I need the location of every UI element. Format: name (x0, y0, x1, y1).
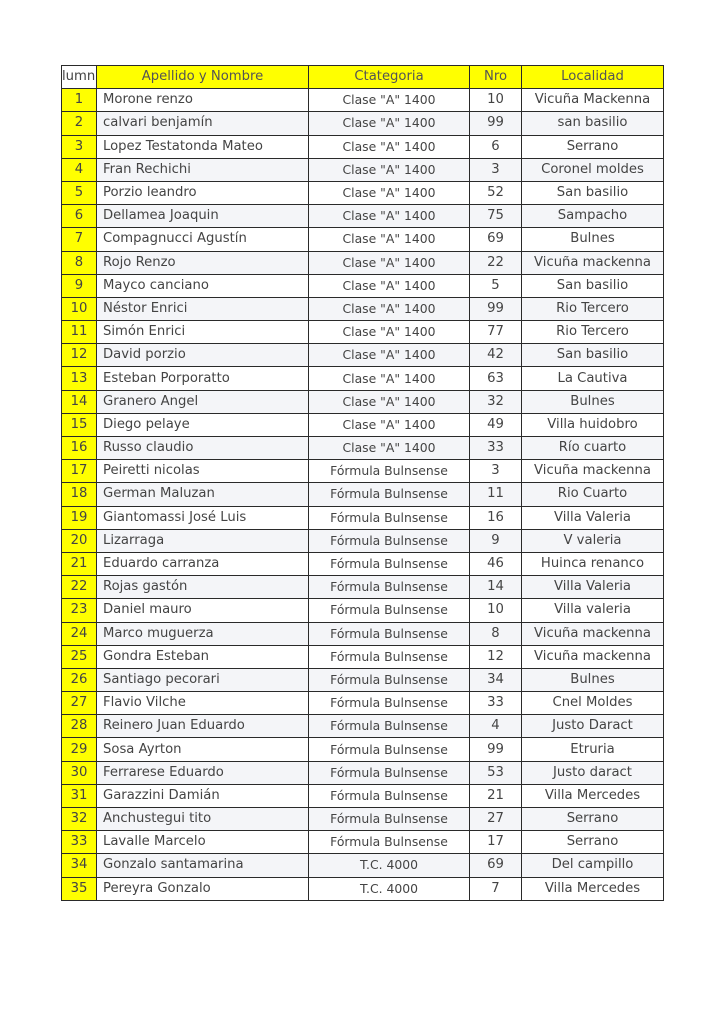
category: Fórmula Bulnsense (309, 483, 470, 506)
driver-name: Esteban Porporatto (97, 367, 309, 390)
driver-name: Peiretti nicolas (97, 460, 309, 483)
locality: Villa huidobro (522, 413, 664, 436)
driver-name: German Maluzan (97, 483, 309, 506)
table-row (62, 321, 664, 344)
locality: San basilio (522, 274, 664, 297)
car-number: 8 (470, 622, 522, 645)
car-number: 69 (470, 854, 522, 877)
category: Fórmula Bulnsense (309, 668, 470, 691)
driver-name: Russo claudio (97, 437, 309, 460)
driver-name: Santiago pecorari (97, 668, 309, 691)
category: Fórmula Bulnsense (309, 808, 470, 831)
category: Fórmula Bulnsense (309, 784, 470, 807)
row-number: 21 (62, 552, 97, 575)
row-number: 27 (62, 692, 97, 715)
locality: Sampacho (522, 205, 664, 228)
row-number: 16 (62, 437, 97, 460)
row-number: 15 (62, 413, 97, 436)
locality: san basilio (522, 112, 664, 135)
locality: Serrano (522, 808, 664, 831)
row-number: 18 (62, 483, 97, 506)
driver-name: Flavio Vilche (97, 692, 309, 715)
category: Clase "A" 1400 (309, 135, 470, 158)
car-number: 5 (470, 274, 522, 297)
car-number: 99 (470, 738, 522, 761)
row-number: 35 (62, 877, 97, 900)
row-number: 2 (62, 112, 97, 135)
car-number: 27 (470, 808, 522, 831)
car-number: 21 (470, 784, 522, 807)
locality: Justo Daract (522, 715, 664, 738)
locality: Rio Tercero (522, 297, 664, 320)
car-number: 22 (470, 251, 522, 274)
table-row (62, 784, 664, 807)
table-row (62, 390, 664, 413)
driver-name: Mayco canciano (97, 274, 309, 297)
roster-table (61, 65, 664, 901)
table-row (62, 738, 664, 761)
category: T.C. 4000 (309, 877, 470, 900)
locality: Bulnes (522, 668, 664, 691)
car-number: 69 (470, 228, 522, 251)
locality: V valeria (522, 529, 664, 552)
row-number: 11 (62, 321, 97, 344)
row-number: 30 (62, 761, 97, 784)
table-row (62, 205, 664, 228)
category: Fórmula Bulnsense (309, 576, 470, 599)
row-number: 14 (62, 390, 97, 413)
category: Clase "A" 1400 (309, 367, 470, 390)
car-number: 11 (470, 483, 522, 506)
locality: Villa Mercedes (522, 877, 664, 900)
table-row (62, 483, 664, 506)
category: Clase "A" 1400 (309, 344, 470, 367)
category: Fórmula Bulnsense (309, 645, 470, 668)
driver-name: Sosa Ayrton (97, 738, 309, 761)
row-number: 20 (62, 529, 97, 552)
driver-name: Lizarraga (97, 529, 309, 552)
row-number: 22 (62, 576, 97, 599)
locality: Cnel Moldes (522, 692, 664, 715)
row-number: 6 (62, 205, 97, 228)
locality: Vicuña mackenna (522, 251, 664, 274)
driver-name: Gonzalo santamarina (97, 854, 309, 877)
car-number: 99 (470, 297, 522, 320)
header-locality: Localidad (522, 66, 664, 89)
car-number: 6 (470, 135, 522, 158)
car-number: 63 (470, 367, 522, 390)
car-number: 46 (470, 552, 522, 575)
category: Clase "A" 1400 (309, 437, 470, 460)
car-number: 52 (470, 181, 522, 204)
locality: Villa valeria (522, 599, 664, 622)
header-category: Ctategoria (309, 66, 470, 89)
category: Fórmula Bulnsense (309, 692, 470, 715)
locality: Rio Cuarto (522, 483, 664, 506)
car-number: 75 (470, 205, 522, 228)
car-number: 49 (470, 413, 522, 436)
locality: Río cuarto (522, 437, 664, 460)
table-row (62, 89, 664, 112)
table-row (62, 692, 664, 715)
row-number: 24 (62, 622, 97, 645)
car-number: 10 (470, 89, 522, 112)
driver-name: David porzio (97, 344, 309, 367)
driver-name: Rojo Renzo (97, 251, 309, 274)
car-number: 33 (470, 437, 522, 460)
car-number: 34 (470, 668, 522, 691)
row-number: 34 (62, 854, 97, 877)
driver-name: Reinero Juan Eduardo (97, 715, 309, 738)
driver-name: Garazzini Damián (97, 784, 309, 807)
row-number: 1 (62, 89, 97, 112)
row-number: 17 (62, 460, 97, 483)
driver-name: Granero Angel (97, 390, 309, 413)
driver-name: Ferrarese Eduardo (97, 761, 309, 784)
table-row (62, 761, 664, 784)
driver-name: Fran Rechichi (97, 158, 309, 181)
category: Fórmula Bulnsense (309, 529, 470, 552)
driver-name: calvari benjamín (97, 112, 309, 135)
row-number: 23 (62, 599, 97, 622)
driver-name: Rojas gastón (97, 576, 309, 599)
row-number: 8 (62, 251, 97, 274)
car-number: 3 (470, 460, 522, 483)
locality: Vicuña mackenna (522, 622, 664, 645)
locality: Coronel moldes (522, 158, 664, 181)
row-number: 33 (62, 831, 97, 854)
row-number: 25 (62, 645, 97, 668)
row-number: 13 (62, 367, 97, 390)
category: Clase "A" 1400 (309, 297, 470, 320)
row-number: 9 (62, 274, 97, 297)
table-row (62, 437, 664, 460)
locality: Del campillo (522, 854, 664, 877)
category: Clase "A" 1400 (309, 321, 470, 344)
locality: Serrano (522, 831, 664, 854)
category: Clase "A" 1400 (309, 158, 470, 181)
car-number: 3 (470, 158, 522, 181)
car-number: 77 (470, 321, 522, 344)
locality: San basilio (522, 344, 664, 367)
category: Clase "A" 1400 (309, 181, 470, 204)
row-number: 5 (62, 181, 97, 204)
table-row (62, 506, 664, 529)
row-number: 28 (62, 715, 97, 738)
header-nro: Nro (470, 66, 522, 89)
driver-name: Daniel mauro (97, 599, 309, 622)
table-row (62, 529, 664, 552)
car-number: 33 (470, 692, 522, 715)
table-row (62, 668, 664, 691)
table-row (62, 413, 664, 436)
locality: Vicuña mackenna (522, 460, 664, 483)
row-number: 19 (62, 506, 97, 529)
car-number: 9 (470, 529, 522, 552)
car-number: 53 (470, 761, 522, 784)
car-number: 17 (470, 831, 522, 854)
category: Clase "A" 1400 (309, 251, 470, 274)
table-row (62, 576, 664, 599)
table-row (62, 112, 664, 135)
row-number: 32 (62, 808, 97, 831)
driver-name: Lopez Testatonda Mateo (97, 135, 309, 158)
category: Clase "A" 1400 (309, 205, 470, 228)
car-number: 42 (470, 344, 522, 367)
driver-name: Pereyra Gonzalo (97, 877, 309, 900)
row-number: 3 (62, 135, 97, 158)
locality: Serrano (522, 135, 664, 158)
category: Fórmula Bulnsense (309, 831, 470, 854)
driver-name: Porzio leandro (97, 181, 309, 204)
row-number: 31 (62, 784, 97, 807)
table-row (62, 135, 664, 158)
table-row (62, 297, 664, 320)
locality: La Cautiva (522, 367, 664, 390)
table-row (62, 808, 664, 831)
table-row (62, 228, 664, 251)
car-number: 12 (470, 645, 522, 668)
locality: Etruria (522, 738, 664, 761)
category: Fórmula Bulnsense (309, 599, 470, 622)
table-row (62, 274, 664, 297)
header-number: lumn (62, 66, 97, 89)
locality: Vicuña Mackenna (522, 89, 664, 112)
driver-name: Compagnucci Agustín (97, 228, 309, 251)
table-row (62, 831, 664, 854)
table-row (62, 344, 664, 367)
driver-name: Lavalle Marcelo (97, 831, 309, 854)
row-number: 10 (62, 297, 97, 320)
car-number: 7 (470, 877, 522, 900)
row-number: 7 (62, 228, 97, 251)
row-number: 26 (62, 668, 97, 691)
locality: Rio Tercero (522, 321, 664, 344)
locality: Villa Valeria (522, 506, 664, 529)
car-number: 4 (470, 715, 522, 738)
car-number: 10 (470, 599, 522, 622)
driver-name: Gondra Esteban (97, 645, 309, 668)
locality: Bulnes (522, 390, 664, 413)
table-row (62, 622, 664, 645)
driver-name: Anchustegui tito (97, 808, 309, 831)
category: Fórmula Bulnsense (309, 460, 470, 483)
category: Clase "A" 1400 (309, 274, 470, 297)
table-row (62, 645, 664, 668)
locality: Huinca renanco (522, 552, 664, 575)
category: Fórmula Bulnsense (309, 738, 470, 761)
car-number: 16 (470, 506, 522, 529)
driver-name: Néstor Enrici (97, 297, 309, 320)
table-row (62, 854, 664, 877)
table-row (62, 877, 664, 900)
driver-name: Eduardo carranza (97, 552, 309, 575)
locality: Justo daract (522, 761, 664, 784)
category: Clase "A" 1400 (309, 228, 470, 251)
driver-name: Morone renzo (97, 89, 309, 112)
category: Fórmula Bulnsense (309, 715, 470, 738)
roster-body (62, 89, 664, 901)
category: Fórmula Bulnsense (309, 622, 470, 645)
category: Clase "A" 1400 (309, 112, 470, 135)
driver-name: Dellamea Joaquin (97, 205, 309, 228)
header-name: Apellido y Nombre (97, 66, 309, 89)
locality: Vicuña mackenna (522, 645, 664, 668)
category: Fórmula Bulnsense (309, 552, 470, 575)
locality: Bulnes (522, 228, 664, 251)
row-number: 4 (62, 158, 97, 181)
car-number: 14 (470, 576, 522, 599)
locality: Villa Valeria (522, 576, 664, 599)
category: Clase "A" 1400 (309, 89, 470, 112)
category: Clase "A" 1400 (309, 413, 470, 436)
car-number: 32 (470, 390, 522, 413)
category: Clase "A" 1400 (309, 390, 470, 413)
driver-name: Marco muguerza (97, 622, 309, 645)
locality: San basilio (522, 181, 664, 204)
table-row (62, 158, 664, 181)
table-row (62, 181, 664, 204)
locality: Villa Mercedes (522, 784, 664, 807)
driver-name: Diego pelaye (97, 413, 309, 436)
table-row (62, 460, 664, 483)
table-row (62, 599, 664, 622)
car-number: 99 (470, 112, 522, 135)
category: Fórmula Bulnsense (309, 761, 470, 784)
category: Fórmula Bulnsense (309, 506, 470, 529)
table-row (62, 715, 664, 738)
table-row (62, 367, 664, 390)
driver-name: Simón Enrici (97, 321, 309, 344)
driver-name: Giantomassi José Luis (97, 506, 309, 529)
header-row (62, 66, 664, 89)
row-number: 12 (62, 344, 97, 367)
row-number: 29 (62, 738, 97, 761)
table-row (62, 552, 664, 575)
table-row (62, 251, 664, 274)
category: T.C. 4000 (309, 854, 470, 877)
